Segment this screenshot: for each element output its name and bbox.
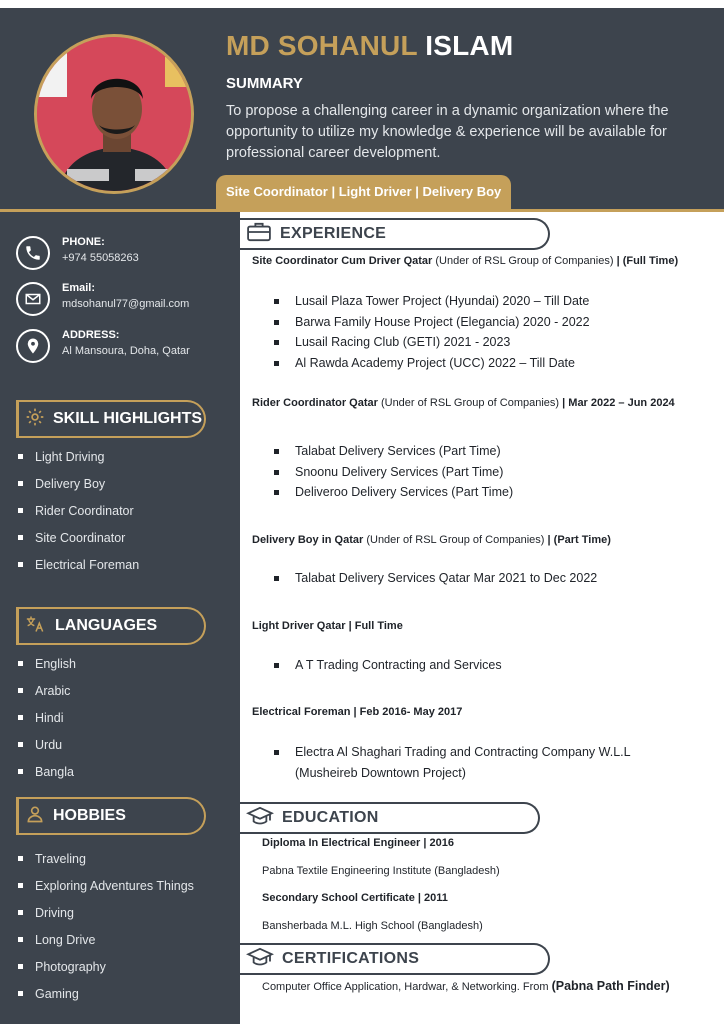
contact-address [16, 329, 236, 369]
job-title [252, 617, 712, 636]
graduation-cap-icon [246, 806, 274, 831]
languages-title: LANGUAGES [55, 617, 158, 634]
job-role: Site Coordinator Cum Driver Qatar [252, 255, 433, 267]
candidate-name [226, 30, 513, 62]
list-item: Deliveroo Delivery Services (Part Time) [272, 482, 712, 503]
certifications-heading [240, 943, 550, 975]
job-items [272, 568, 712, 589]
job-term: | (Full Time) [616, 255, 679, 267]
list-item: Arabic [18, 677, 76, 704]
person-icon [25, 804, 45, 829]
job-tagline: Site Coordinator | Light Driver | Delivery Boy [216, 175, 511, 211]
job-org: (Under of RSL Group of Companies) [377, 397, 563, 409]
certification-course: Computer Office Application, Hardwar, & Networking. From [262, 981, 552, 993]
school-diploma: Pabna Textile Engineering Institute (Bangladesh) [262, 865, 500, 877]
languages-list [18, 650, 76, 785]
job-org: (Under of RSL Group of Companies) [432, 255, 617, 267]
job-title [252, 703, 712, 722]
certification-text [262, 978, 712, 996]
list-item: Rider Coordinator [18, 497, 139, 524]
list-item: Long Drive [18, 926, 194, 953]
list-item: Al Rawda Academy Project (UCC) 2022 – Till Date [272, 353, 712, 374]
graduation-cap-icon [246, 947, 274, 972]
name-last: ISLAM [425, 30, 514, 61]
list-item: Barwa Family House Project (Elegancia) 2020 - 2022 [272, 312, 712, 333]
languages-heading [16, 607, 206, 645]
job-term: | Mar 2022 – Jun 2024 [562, 397, 675, 409]
list-item: Lusail Plaza Tower Project (Hyundai) 2020 – Till Date [272, 291, 712, 312]
hobbies-heading [16, 797, 206, 835]
job-items [272, 441, 712, 503]
address-label: ADDRESS: [62, 329, 120, 341]
list-item: Talabat Delivery Services Qatar Mar 2021 to Dec 2022 [272, 568, 712, 589]
list-item: Hindi [18, 704, 76, 731]
certification-institute: (Pabna Path Finder) [551, 979, 670, 993]
job-role: Rider Coordinator Qatar [252, 397, 378, 409]
list-item: Light Driving [18, 443, 139, 470]
list-item: Exploring Adventures Things [18, 872, 194, 899]
experience-heading [240, 218, 550, 250]
job-term: | Full Time [348, 620, 403, 632]
skills-title: SKILL HIGHLIGHTS [53, 410, 203, 427]
job-org: (Under of RSL Group of Companies) [363, 534, 548, 546]
education-heading [240, 802, 540, 834]
list-item: Bangla [18, 758, 76, 785]
certifications-title: CERTIFICATIONS [282, 950, 420, 967]
email-icon [16, 282, 50, 316]
contact-phone [16, 236, 236, 276]
phone-label: PHONE: [62, 236, 105, 248]
job-items [272, 742, 652, 783]
gear-icon [25, 407, 45, 432]
summary-text: To propose a challenging career in a dynamic organization where the opportunity to utilize my knowledge & experience will be available for professional career development. [226, 103, 669, 161]
skills-heading [16, 400, 206, 438]
job-title [252, 252, 712, 271]
list-item: Site Coordinator [18, 524, 139, 551]
contact-email [16, 282, 236, 322]
job-role: Delivery Boy in Qatar [252, 534, 364, 546]
name-first: MD SOHANUL [226, 30, 418, 61]
phone-value: +974 55058263 [62, 252, 139, 264]
hobbies-list [18, 845, 194, 1007]
briefcase-icon [246, 222, 272, 247]
job-title [252, 531, 712, 550]
list-item: Photography [18, 953, 194, 980]
hobbies-title: HOBBIES [53, 807, 126, 824]
list-item: A T Trading Contracting and Services [272, 655, 712, 676]
experience-title: EXPERIENCE [280, 225, 387, 242]
list-item: Snoonu Delivery Services (Part Time) [272, 462, 712, 483]
list-item: Delivery Boy [18, 470, 139, 497]
education-title: EDUCATION [282, 809, 379, 826]
job-items [272, 655, 712, 676]
phone-icon [16, 236, 50, 270]
skills-list [18, 443, 139, 578]
list-item: Traveling [18, 845, 194, 872]
list-item: English [18, 650, 76, 677]
list-item: Electra Al Shaghari Trading and Contracting Company W.L.L (Musheireb Downtown Project) [272, 742, 652, 783]
profile-photo [34, 34, 194, 194]
list-item: Driving [18, 899, 194, 926]
degree-diploma: Diploma In Electrical Engineer | 2016 [262, 837, 454, 849]
list-item: Gaming [18, 980, 194, 1007]
list-item: Talabat Delivery Services (Part Time) [272, 441, 712, 462]
job-items [272, 291, 712, 373]
email-value[interactable]: mdsohanul77@gmail.com [62, 298, 190, 310]
language-icon [25, 614, 47, 639]
degree-secondary: Secondary School Certificate | 2011 [262, 892, 448, 904]
job-term: | Feb 2016- May 2017 [353, 706, 463, 718]
job-term: | (Part Time) [547, 534, 611, 546]
address-value: Al Mansoura, Doha, Qatar [62, 345, 190, 357]
list-item: Urdu [18, 731, 76, 758]
email-label: Email: [62, 282, 96, 294]
job-title [252, 394, 692, 413]
summary-heading: SUMMARY [226, 75, 303, 92]
job-role: Electrical Foreman [252, 706, 351, 718]
location-icon [16, 329, 50, 363]
job-role: Light Driver Qatar [252, 620, 346, 632]
school-secondary: Bansherbada M.L. High School (Bangladesh) [262, 920, 483, 932]
list-item: Electrical Foreman [18, 551, 139, 578]
list-item: Lusail Racing Club (GETI) 2021 - 2023 [272, 332, 712, 353]
